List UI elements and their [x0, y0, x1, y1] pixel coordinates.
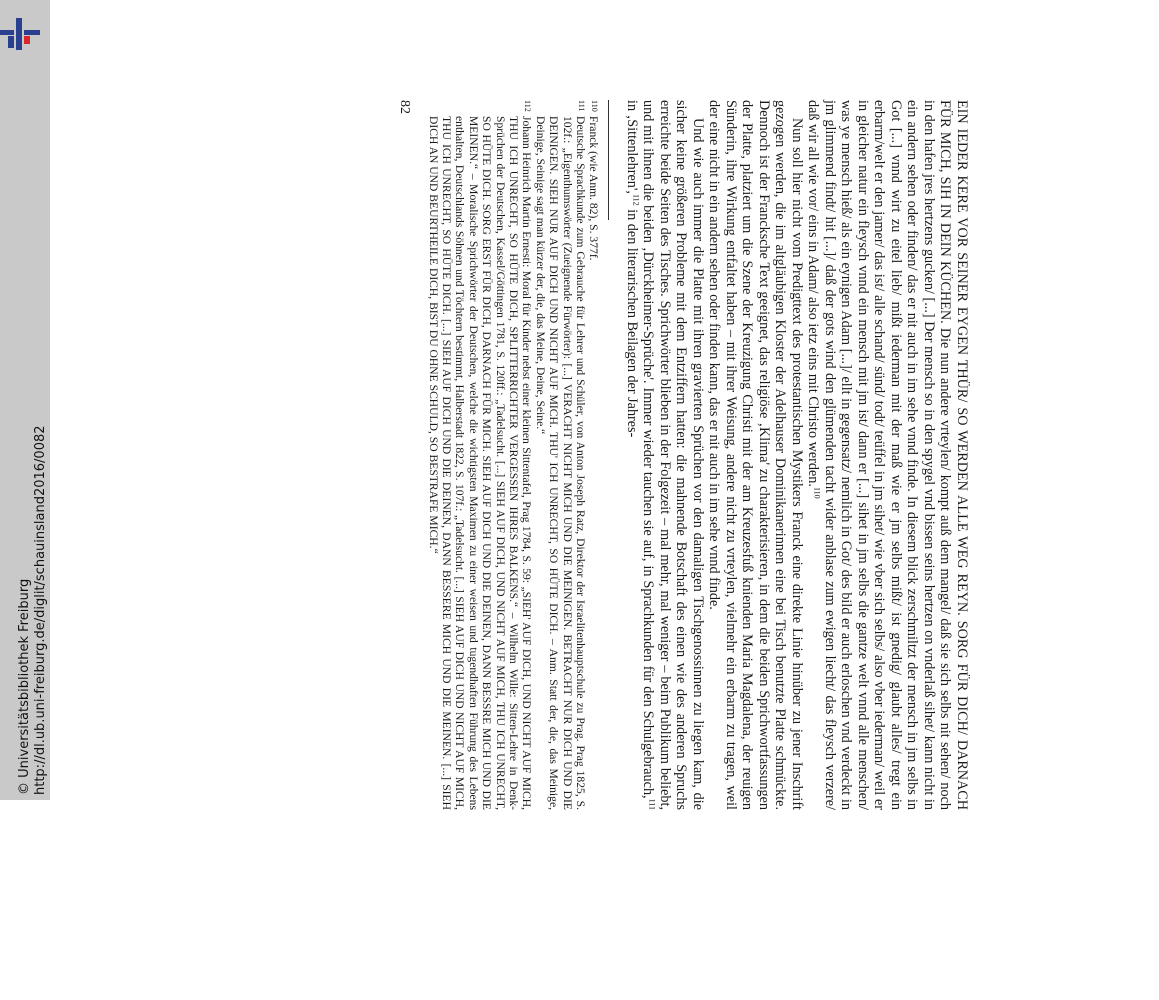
footnote-text: Franck (wie Anm. 82), S. 377f.: [587, 116, 601, 261]
footnote: [426, 100, 533, 810]
footnote: [587, 100, 600, 810]
footnote-ref: 112: [631, 193, 641, 206]
body-paragraph: Nun soll hier nicht vom Predigttext des protestantischen Mystikers Franck eine direkte Linie hinüber zu jener Inschrift gezogen werden, die im altgläubigen Kloster der Adelhauser Dominikanerinnen eine bei Tisch benutzte Platte schmückte. Dennoch ist der Francksche Text geeignet, das religiöse ‚Klima' zu charakterisieren, in dem die beiden Sprichwortfassungen der Platte, platziert um die Szene der Kreuzigung Christi mit der am Kreuzesfuß knienden Maria Magdalena, der reuigen Sünderin, ihre Wirkung entfaltet haben – mit ihrer Weisung, andere nicht zu vrteylen, vielmehr ein erbarm zu tragen, weil der eine nicht in ein andern sehen oder finden kann, das er nit auch in im sehe vnnd finde.: [706, 100, 805, 810]
footnote-divider: [609, 100, 610, 220]
rotated-page-content: [210, 100, 970, 810]
footnote: [533, 100, 587, 810]
scanned-page: [90, 0, 970, 1000]
body-paragraph: EIN IEDER KERE VOR SEINER EYGEN THÜR/ SO WERDEN ALLE WEG REYN. SORG FÜR DICH/ DARNACH FÜR MICH, SIH IN DEIN KÜCHEN. Die nun andere vrteylen/ kompt auß dem mangel/ daß sie sich selbs nit sehen/ noch in den hafen jres hertzens gucken/ [...] Der mensch so in den spygel vnd bissen seins hertzen on vnderlaß sihet/ kann nicht in ein andern sehen oder finden/ das er nit auch in im sehe vnnd finde. In diesem blick zerschmiltzt der mensch in jm selbs in Got [...] vnnd wirt zu eitel lieb/ mißt iederman mit der maß wie er jm selbs mißt/ ist gnedig/ glaubt alles/ tregt ein erbarm/welt er den jamer/ das ist/ alle schand/ sünd/ todt/ teüffel in jm sihet/ wie vber sich selbs/ also vber iederman/ weil er in gleicher natur ein fleysch vnnd ein mensch mit jm ist/ dann er [...] sihet in jm selbs die gantze welt vnnd alle menschen/ was ye mensch hieß/ als ein eynigen Adam [...]/ ellt in gegensatz/ nemlich in Got/ des bild er auch erloschen vnd verdeckt in jm glimmend findt/ hit [...]/ daß der gots wind den glümenden tacht wider anblase zum ewigen liecht/ das fleysch verzere/ daß wir all wie vor/ eins in Adam/ also ietz eins mit Christo werden.$^{110}$: [805, 100, 970, 810]
footnote-text: Deutsche Sprachkunde zum Gebrauche für Lehrer und Schüler, von Anton Joseph Ratz, Direktor der Israelitenhauptschule zu Prag. Prag 1825, S. 102f.: „Eigenthumswörter (Zueignende Fürwörter): [...] VERACHT NICHT MICH UND DIE MEINIGEN. BETRACHT NUR DICH UND DIE DEINIGEN. SIEH NUR AUF DICH UND NICHT AUF MICH. THU' ICH UNRECHT, SO HÜTE DICH. – Anm. Statt der, die, das Meinige, Deinige, Seinige sagt man kürzer der, die, das Meine, Deine, Seine.“: [533, 116, 588, 810]
source-url[interactable]: http://dl.ub.uni-freiburg.de/diglit/schauinsland2016/0082: [33, 425, 48, 795]
footnote-ref: 111: [648, 798, 658, 810]
footnote-number: 111: [577, 100, 587, 112]
footnote-number: 110: [590, 100, 600, 112]
page-number: 82: [397, 100, 413, 114]
footnote-number: 112: [523, 100, 533, 112]
footnote-text: Johann Heinrich Martin Ernesti: Moral für Kinder nebst einer kleinen Sittentafel, Prag 1784, S. 59: „SIEH' AUF DICH, UND NICHT AUF MICH, THU ICH UNRECHT, SO HÜTE DICH, SPLITTERRICHTER VERGESSEN IHRES BALKENS.“ – Wilhelm Wille: Sitten-Lehre in Denk-Sprüchen der Deutschen, Kassel/Göttingen 1781, S. 120ff.: „Tadelsucht. [...] SIEH AUF DICH, UND NICHT AUF MICH, THU ICH UNRECHT, SO HÜTE DICH. SORG ERST FÜR DICH, DARNACH FÜR MICH. SIEH AUF DICH UND DIE DEINEN, DANN BESSRE MICH UND DIE MEINEN.“ – Moralische Sprichwörter der Deutschen, welche die wichtigsten Maximen zu einer weisen und tugendhaften Führung des Lebens enthalten, Deutschlands Söhnen und Töchtern bestimmt, Halberstadt 1822, S. 107f.: „Tadelsucht. [...] SIEH AUF DICH UND NICHT AUF MICH, THU ICH UNRECHT, SO HÜTE DICH. [...] SIEH AUF DICH UND DIE DEINEN, DANN BESSERE MICH UND DIE MEINEN. [...] SIEH DICH AN UND BEURTHEILE DICH, BIST DU OHNE SCHULD, SO BESTRAFE MICH.“: [426, 116, 534, 810]
viewer-sidebar: [0, 0, 50, 800]
body-paragraph: Und wie auch immer die Platte mit ihren gravierten Sprüchen vor den damaligen Tischgenossinnen zu liegen kam, die sicher keine größeren Probleme mit dem Entziffern hatten: die mahnende Botschaft des einen wie des anderen Spruchs erreichte beide Seiten des Tisches. Sprichwörter blieben in der Folgezeit – mal mehr, mal weniger – beim Publikum beliebt, und mit ihnen die beiden ‚Dürckheimer-Sprüche'. Immer wieder tauchen sie auf, in Sprachkunden für den Schulgebrauch,$^{111}$ in ‚Sittenlehren',$^{112}$ in den literarischen Beilagen der Jahres-: [624, 100, 706, 810]
copyright-notice: © Universitätsbibliothek Freiburg: [17, 578, 32, 795]
university-logo-icon: [0, 16, 50, 52]
footnote-ref: 110: [813, 486, 823, 499]
